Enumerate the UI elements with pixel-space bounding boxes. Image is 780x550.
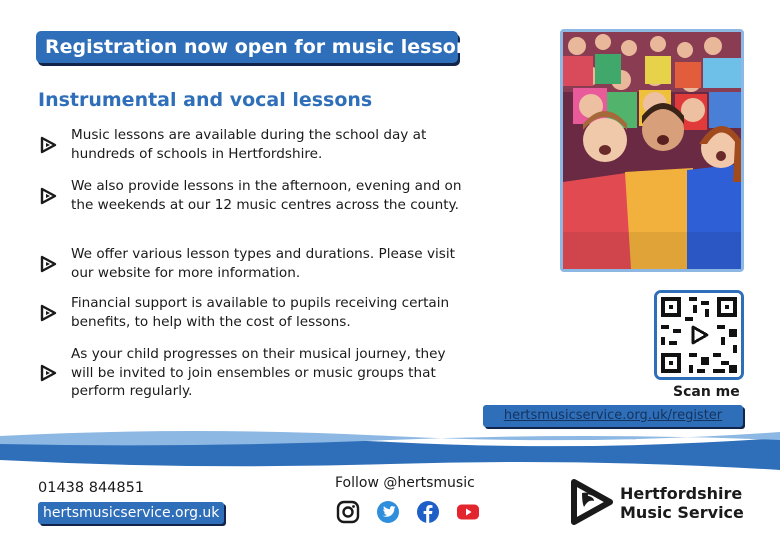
instagram-icon[interactable] <box>335 500 361 524</box>
phone-number[interactable]: 01438 844851 <box>38 480 145 496</box>
hertfordshire-music-service-logo <box>566 477 616 527</box>
register-link[interactable]: hertsmusicservice.org.uk/register <box>483 405 743 427</box>
registration-banner: Registration now open for music lessons <box>36 31 458 63</box>
facebook-icon[interactable] <box>415 500 441 524</box>
follow-label: Follow @hertsmusic <box>335 475 475 491</box>
qr-code[interactable] <box>654 290 744 380</box>
play-arrow-icon <box>38 186 58 206</box>
play-arrow-icon <box>38 135 58 155</box>
play-arrow-icon <box>38 363 58 383</box>
youtube-icon[interactable] <box>455 500 481 524</box>
bullet-text: As your child progresses on their musical journey, they will be invited to join ensembles or music groups that perform regularly. <box>71 346 446 399</box>
scan-me-caption: Scan me <box>673 384 740 400</box>
bullet-item <box>38 345 466 401</box>
bullet-item <box>38 294 466 331</box>
brand-name <box>620 484 744 522</box>
social-icons <box>335 500 481 524</box>
brand-line-2: Music Service <box>620 503 744 522</box>
bullet-text: We also provide lessons in the afternoon, evening and on the weekends at our 12 music centres across the county. <box>71 178 462 213</box>
bullet-item <box>38 126 466 163</box>
play-arrow-icon <box>38 303 58 323</box>
bullet-text: We offer various lesson types and durations. Please visit our website for more information. <box>71 246 455 281</box>
bullet-text: Music lessons are available during the school day at hundreds of schools in Hertfordshire. <box>71 127 427 162</box>
choir-photo <box>560 29 744 272</box>
brand-line-1: Hertfordshire <box>620 484 743 503</box>
bullet-item <box>38 245 466 282</box>
website-link[interactable]: hertsmusicservice.org.uk <box>38 502 224 524</box>
section-title: Instrumental and vocal lessons <box>38 89 373 111</box>
twitter-icon[interactable] <box>375 500 401 524</box>
bullet-item <box>38 177 466 214</box>
play-arrow-icon <box>38 254 58 274</box>
wave-divider <box>0 430 780 470</box>
bullet-text: Financial support is available to pupils receiving certain benefits, to help with the cost of lessons. <box>71 295 450 330</box>
